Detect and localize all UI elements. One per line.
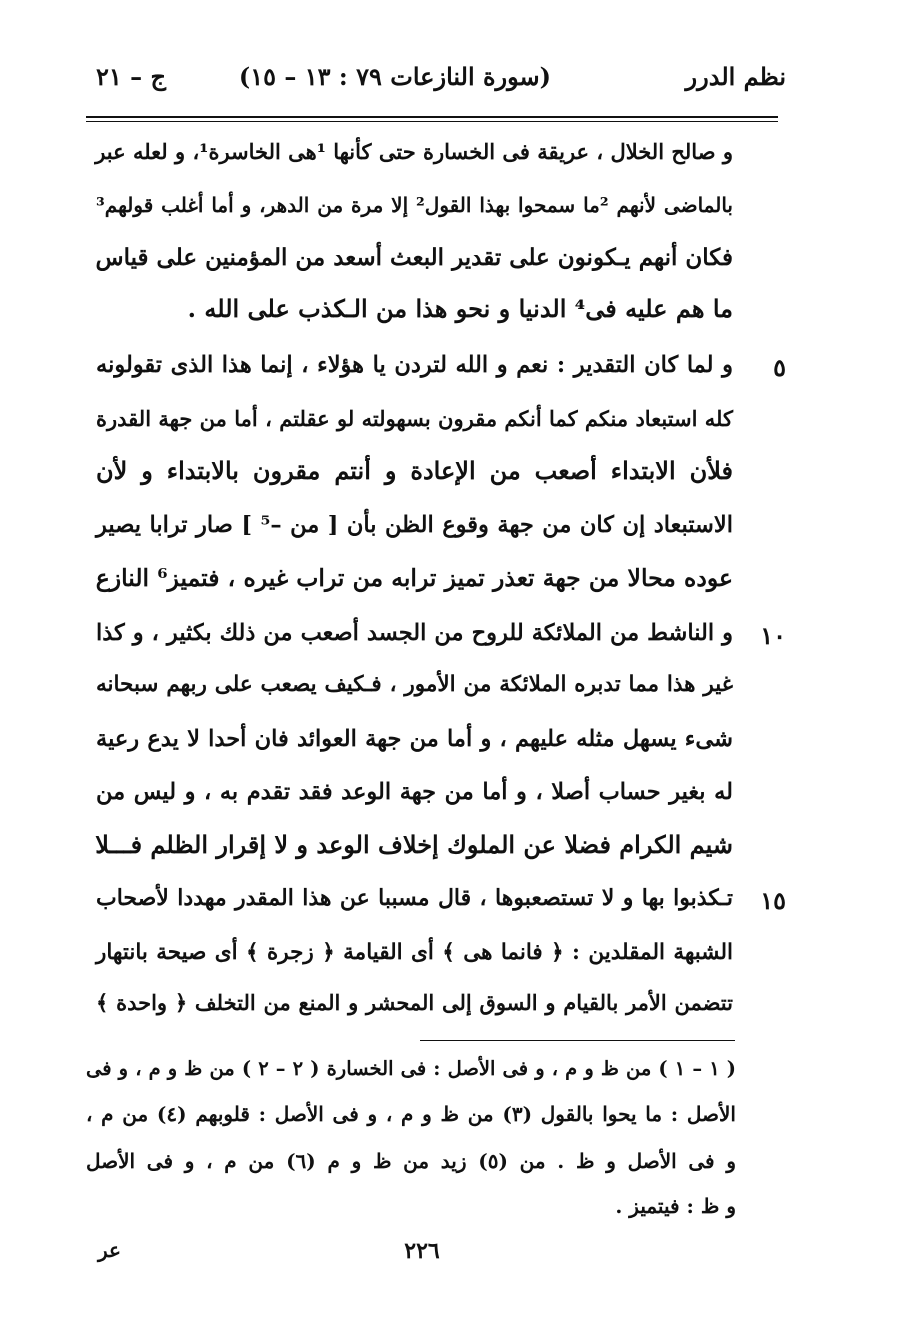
footnote-line: ( ١ – ١ ) من ظ و م ، و فى الأصل : فى الخسارة ( ٢ – ٢ ) من ظ و م ، و فى [86,1057,737,1080]
page-header [86,62,786,102]
body-line: له بغير حساب أصلا ، و أما من جهة الوعد فقد تقدم به ، و ليس من [96,779,733,805]
body-line: ما هم عليه فى⁴ الدنيا و نحو هذا من الـكذب على الله . [187,294,733,323]
body-line: فكان أنهم يـكونون على تقدير البعث أسعد من المؤمنين على قياس [95,244,733,271]
header-rule-thick [86,116,778,118]
footnote-separator [420,1040,735,1041]
surah-reference: (سورة النازعات ٧٩ : ١٣ – ١٥) [238,62,551,91]
line-number: ١٥ [760,886,786,915]
body-line: تـكذبوا بها و لا تستصعبوها ، قال مسببا عن هذا المقدر مهددا لأصحاب [96,885,733,911]
volume-number: ج – ٢١ [96,62,166,91]
line-number: ١٠ [760,621,786,650]
footnote-line: الأصل : ما يحوا بالقول (٣) من ظ و م ، و فى الأصل : قلوبهم (٤) من م ، [86,1102,736,1126]
body-line: عوده محالا من جهة تعذر تميز ترابه من تراب غيره ، فتميز⁶ النازع [95,564,733,592]
body-line: و لما كان التقدير : نعم و الله لتردن يا هؤلاء ، إنما هذا الذى تقولونه [96,352,733,378]
header-rule-thin [86,121,778,122]
body-line: و الناشط من الملائكة للروح من الجسد أصعب من ذلك بكثير ، و كذا [96,620,733,646]
body-line: بالماضى لأنهم ²ما سمحوا بهذا القول² إلا مرة من الدهر، و أما أغلب قولهم³ [96,193,733,217]
book-title: نظم الدرر [685,62,786,91]
page-number: ٢٢٦ [404,1238,440,1264]
footnote-line: و ظ : فيتميز . [615,1194,736,1218]
signature-mark: عر [98,1238,121,1262]
body-line: الشبهة المقلدين : ﴿ فانما هى ﴾ أى القيامة ﴿ زجرة ﴾ أى صيحة بانتهار [96,940,733,965]
body-line: تتضمن الأمر بالقيام و السوق إلى المحشر و المنع من التخلف ﴿ واحدة ﴾ [96,990,733,1015]
body-line: و صالح الخلال ، عريقة فى الخسارة حتى كأنها ¹هى الخاسرة¹، و لعله عبر [95,139,733,164]
body-line: كله استبعاد منكم كما أنكم مقرون بسهولته لو عقلتم ، أما من جهة القدرة [96,406,733,431]
body-line: الاستبعاد إن كان من جهة وقوع الظن بأن [ من –⁵ ] صار ترابا يصير [96,512,733,538]
footnote-line: و فى الأصل و ظ . من (٥) زيد من ظ و م (٦) من م ، و فى الأصل [86,1149,736,1173]
body-line: غير هذا مما تدبره الملائكة من الأمور ، فـكيف يصعب على ربهم سبحانه [96,672,733,697]
line-number: ٥ [773,353,786,382]
body-line: شيم الكرام فضلا عن الملوك إخلاف الوعد و لا إقرار الظلم فـــلا [95,830,733,859]
body-line: فلأن الابتداء أصعب من الإعادة و أنتم مقرون بالابتداء و لأن [96,456,733,485]
body-line: شىء يسهل مثله عليهم ، و أما من جهة العوائد فان أحدا لا يدع رعية [96,726,733,752]
